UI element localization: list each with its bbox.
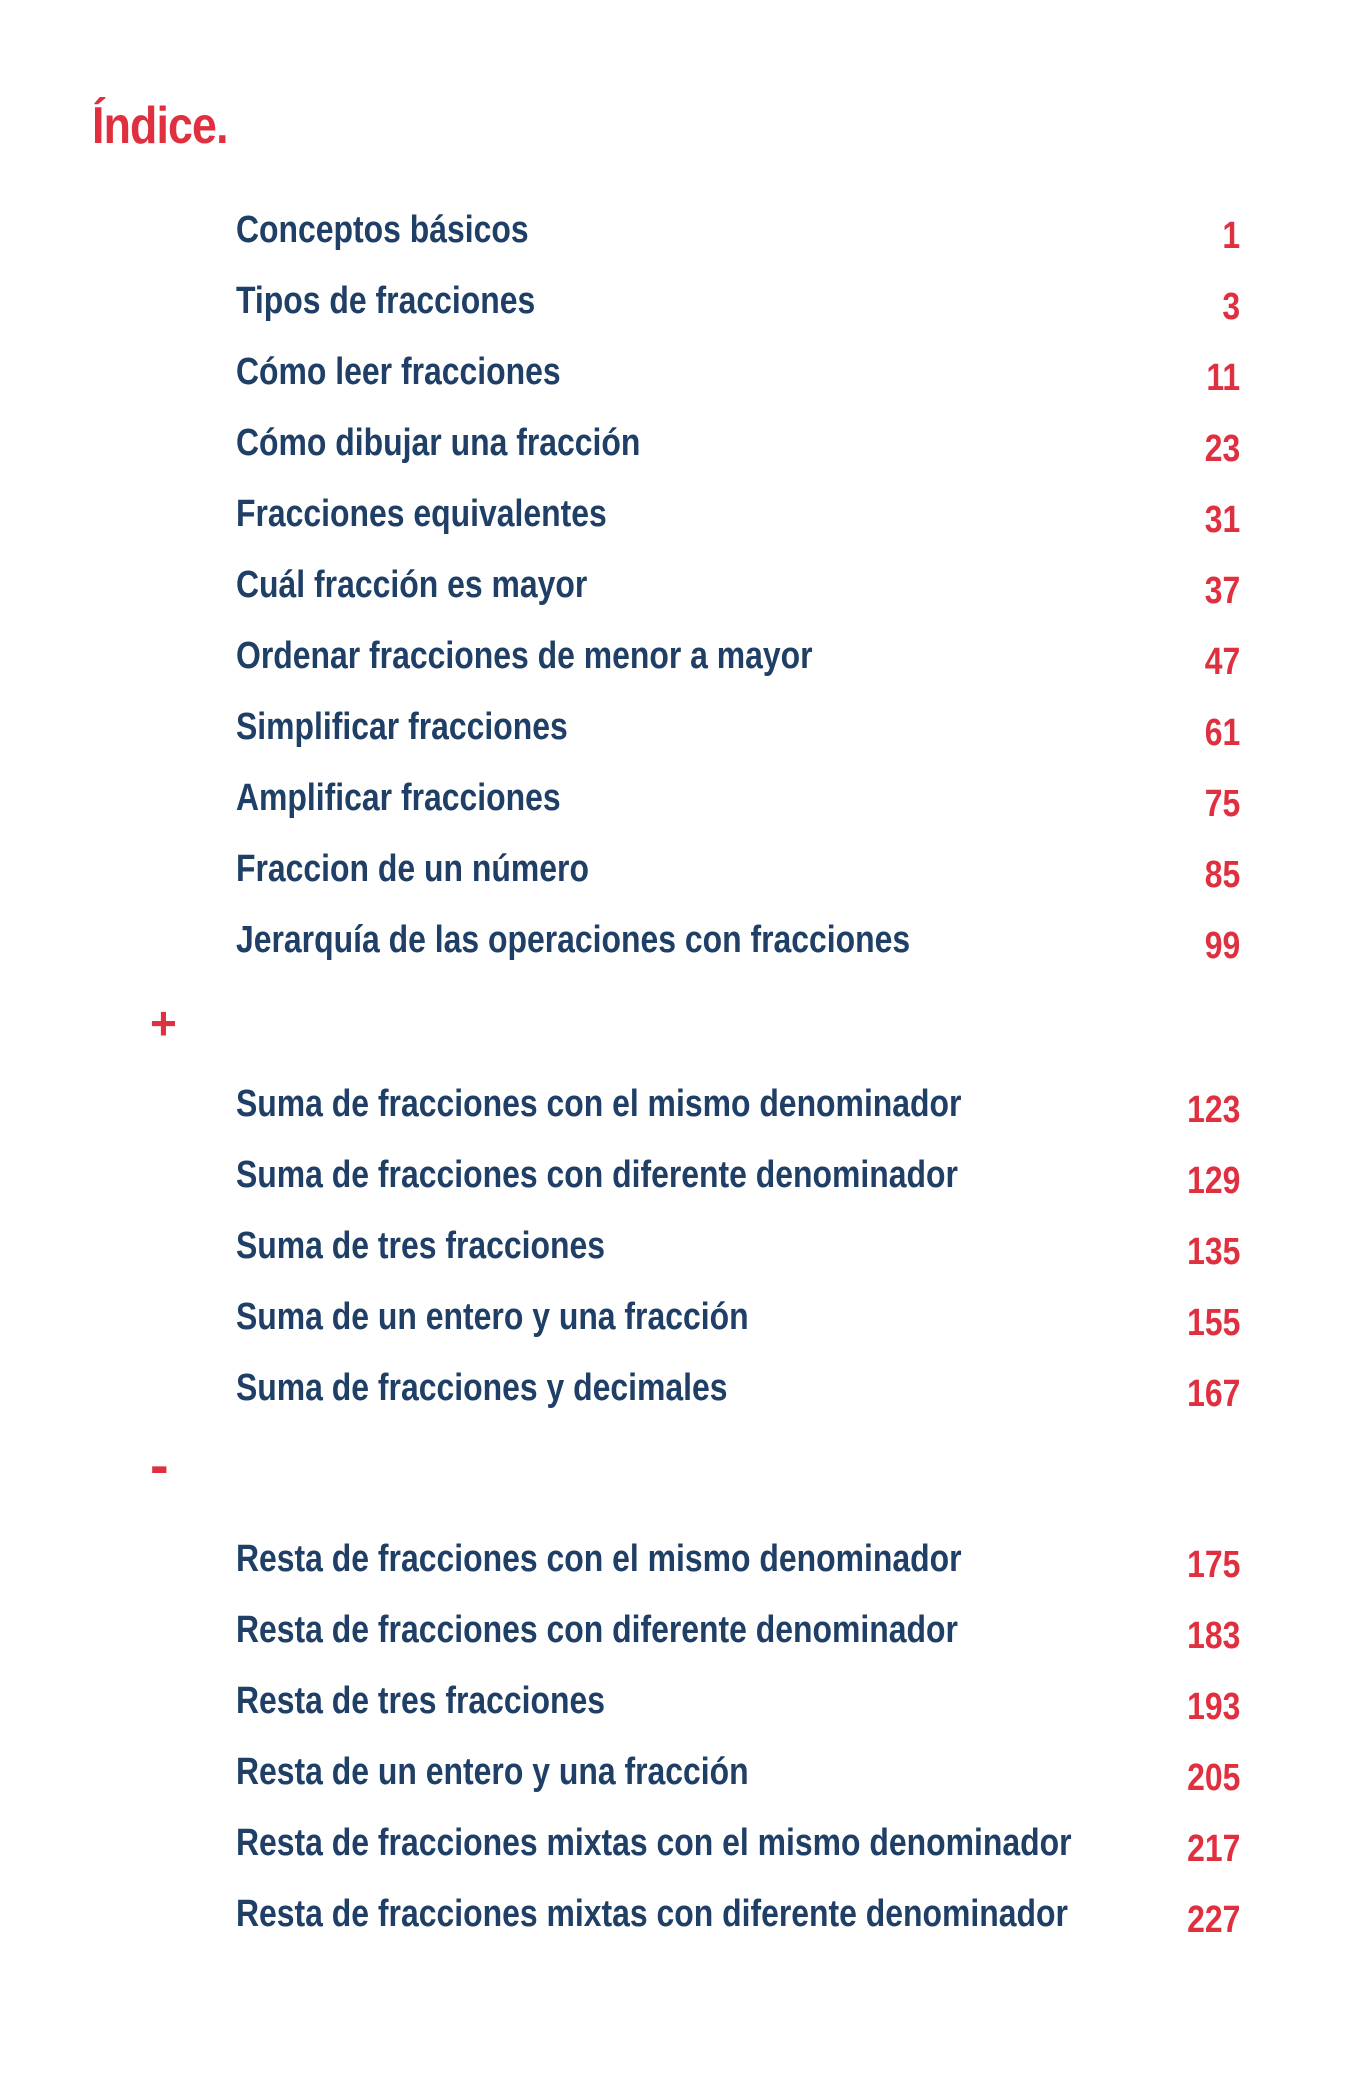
toc-entry[interactable] [236, 1224, 1240, 1280]
toc-entry[interactable] [236, 847, 1240, 903]
toc-entry-page: 227 [1186, 1899, 1240, 1941]
toc-entry-page: 11 [1206, 357, 1240, 399]
toc-entry[interactable] [236, 492, 1240, 548]
toc-entry[interactable] [236, 1537, 1240, 1593]
toc-entry[interactable] [236, 208, 1240, 264]
toc-entry-label: Jerarquía de las operaciones con fracciones [236, 919, 911, 961]
toc-entry-page: 155 [1186, 1302, 1240, 1344]
toc-entry[interactable] [236, 1750, 1240, 1806]
toc-entry-page: 3 [1222, 286, 1240, 328]
toc-entry-label: Resta de un entero y una fracción [236, 1751, 749, 1793]
toc-entry-label: Cuál fracción es mayor [236, 564, 588, 606]
toc-entry-label: Resta de tres fracciones [236, 1680, 606, 1722]
toc-entry-page: 205 [1186, 1757, 1240, 1799]
toc-entry-label: Resta de fracciones mixtas con diferente denominador [236, 1893, 1068, 1935]
toc-entry[interactable] [236, 1608, 1240, 1664]
minus-section-symbol: - [150, 1433, 169, 1496]
toc-entry-label: Suma de un entero y una fracción [236, 1296, 749, 1338]
toc-entry-page: 175 [1186, 1544, 1240, 1586]
toc-entry[interactable] [236, 1892, 1240, 1948]
toc-entry-label: Suma de fracciones y decimales [236, 1367, 728, 1409]
toc-entry[interactable] [236, 1679, 1240, 1735]
plus-section-symbol: + [150, 997, 177, 1049]
toc-entry-page: 135 [1186, 1231, 1240, 1273]
toc-entry-label: Tipos de fracciones [236, 280, 536, 322]
toc-entry-page: 85 [1204, 854, 1240, 896]
toc-entry-page: 47 [1204, 641, 1240, 683]
toc-entry[interactable] [236, 918, 1240, 974]
toc-entry-label: Fracciones equivalentes [236, 493, 607, 535]
page-title: Índice. [92, 97, 228, 155]
toc-entry[interactable] [236, 776, 1240, 832]
toc-entry[interactable] [236, 1366, 1240, 1422]
toc-entry-label: Suma de fracciones con el mismo denominador [236, 1083, 962, 1125]
toc-entry[interactable] [236, 350, 1240, 406]
toc-entry-page: 1 [1222, 215, 1240, 257]
toc-entry-label: Simplificar fracciones [236, 706, 568, 748]
toc-entry-page: 183 [1186, 1615, 1240, 1657]
toc-entry-label: Resta de fracciones con diferente denominador [236, 1609, 958, 1651]
toc-entry-page: 99 [1204, 925, 1240, 967]
toc-entry-label: Ordenar fracciones de menor a mayor [236, 635, 813, 677]
toc-entry-page: 193 [1186, 1686, 1240, 1728]
toc-entry-label: Resta de fracciones mixtas con el mismo denominador [236, 1822, 1072, 1864]
toc-entry[interactable] [236, 705, 1240, 761]
toc-entry-page: 129 [1186, 1160, 1240, 1202]
toc-entry-page: 167 [1186, 1373, 1240, 1415]
toc-entry-label: Fraccion de un número [236, 848, 589, 890]
toc-entry[interactable] [236, 1821, 1240, 1877]
toc-entry-page: 75 [1204, 783, 1240, 825]
toc-entry-label: Amplificar fracciones [236, 777, 561, 819]
toc-entry[interactable] [236, 634, 1240, 690]
toc-entry-label: Cómo dibujar una fracción [236, 422, 641, 464]
toc-entry-page: 61 [1204, 712, 1240, 754]
toc-entry[interactable] [236, 1153, 1240, 1209]
toc-entry-label: Suma de tres fracciones [236, 1225, 606, 1267]
toc-entry[interactable] [236, 1295, 1240, 1351]
toc-entry[interactable] [236, 1082, 1240, 1138]
toc-entry-page: 123 [1186, 1089, 1240, 1131]
toc-entry-label: Conceptos básicos [236, 209, 529, 251]
toc-entry-page: 37 [1204, 570, 1240, 612]
toc-entry[interactable] [236, 563, 1240, 619]
toc-entry-label: Suma de fracciones con diferente denominador [236, 1154, 958, 1196]
toc-entry[interactable] [236, 421, 1240, 477]
toc-entry-label: Resta de fracciones con el mismo denominador [236, 1538, 962, 1580]
toc-entry-page: 31 [1204, 499, 1240, 541]
toc-entry-page: 23 [1204, 428, 1240, 470]
toc-entry-page: 217 [1186, 1828, 1240, 1870]
toc-entry[interactable] [236, 279, 1240, 335]
toc-entry-label: Cómo leer fracciones [236, 351, 561, 393]
